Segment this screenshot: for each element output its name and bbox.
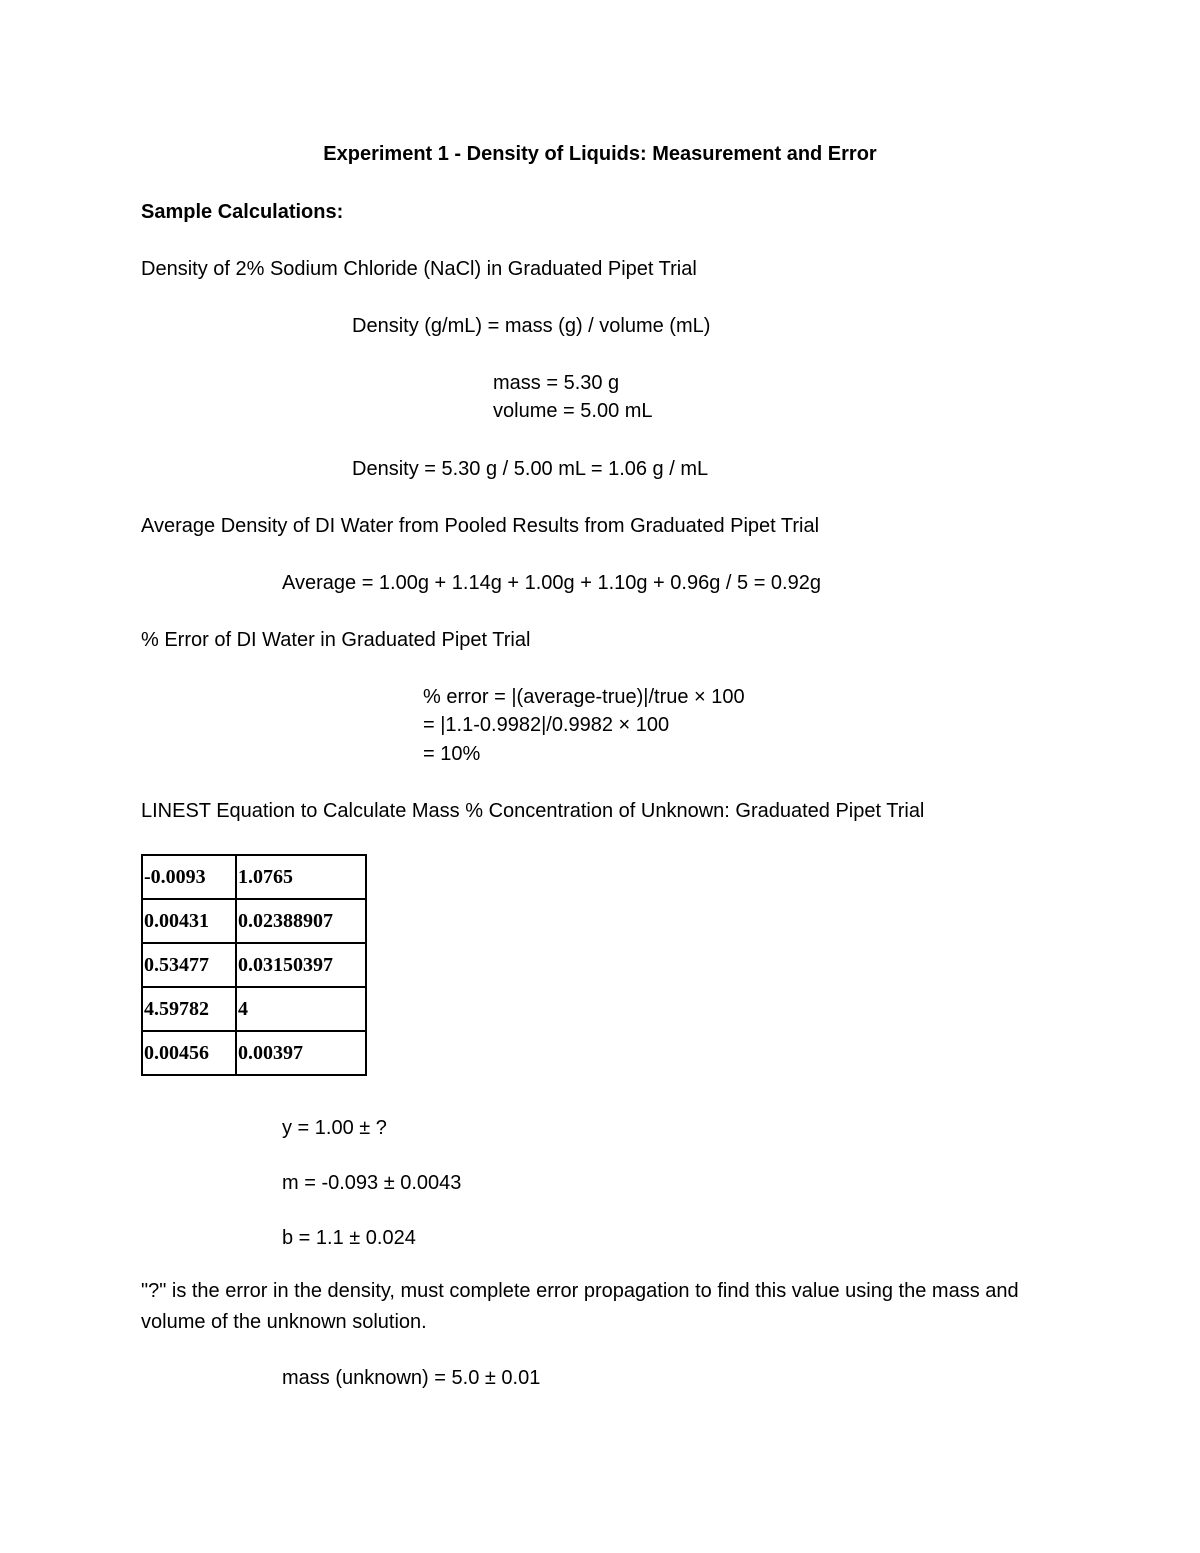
table-cell: 4 (236, 987, 366, 1031)
sample-calculations-heading: Sample Calculations: (141, 201, 344, 223)
table-cell: 1.0765 (236, 855, 366, 899)
table-row (142, 943, 366, 987)
table-cell: 0.53477 (142, 943, 236, 987)
linest-heading: LINEST Equation to Calculate Mass % Concentration of Unknown: Graduated Pipet Trial (141, 800, 925, 822)
linest-table (141, 854, 367, 1076)
table-cell: 0.02388907 (236, 899, 366, 943)
intercept-equation: b = 1.1 ± 0.024 (282, 1227, 416, 1249)
document-title: Experiment 1 - Density of Liquids: Measurement and Error (323, 143, 877, 165)
density-result: Density = 5.30 g / 5.00 mL = 1.06 g / mL (352, 458, 709, 480)
percent-error-formula: % error = |(average-true)|/true × 100 (423, 686, 745, 708)
table-cell: 0.00431 (142, 899, 236, 943)
table-cell: -0.0093 (142, 855, 236, 899)
table-cell: 0.03150397 (236, 943, 366, 987)
slope-equation: m = -0.093 ± 0.0043 (282, 1172, 462, 1194)
table-row (142, 899, 366, 943)
average-density-heading: Average Density of DI Water from Pooled Results from Graduated Pipet Trial (141, 515, 820, 537)
table-cell: 4.59782 (142, 987, 236, 1031)
error-propagation-note: "?" is the error in the density, must complete error propagation to find this value using the mass and volume of the unknown solution. (141, 1280, 1019, 1333)
percent-error-substitution: = |1.1-0.9982|/0.9982 × 100 (423, 714, 670, 736)
table-cell: 0.00397 (236, 1031, 366, 1075)
table-row (142, 855, 366, 899)
average-calculation: Average = 1.00g + 1.14g + 1.00g + 1.10g + 0.96g / 5 = 0.92g (282, 572, 821, 594)
density-formula: Density (g/mL) = mass (g) / volume (mL) (352, 315, 711, 337)
percent-error-result: = 10% (423, 743, 481, 765)
table-row (142, 987, 366, 1031)
nacl-density-heading: Density of 2% Sodium Chloride (NaCl) in Graduated Pipet Trial (141, 258, 697, 280)
mass-unknown: mass (unknown) = 5.0 ± 0.01 (282, 1367, 541, 1389)
percent-error-heading: % Error of DI Water in Graduated Pipet Trial (141, 629, 531, 651)
table-cell: 0.00456 (142, 1031, 236, 1075)
table-row (142, 1031, 366, 1075)
y-equation: y = 1.00 ± ? (282, 1117, 387, 1139)
volume-value: volume = 5.00 mL (493, 400, 653, 422)
mass-value: mass = 5.30 g (493, 372, 620, 394)
